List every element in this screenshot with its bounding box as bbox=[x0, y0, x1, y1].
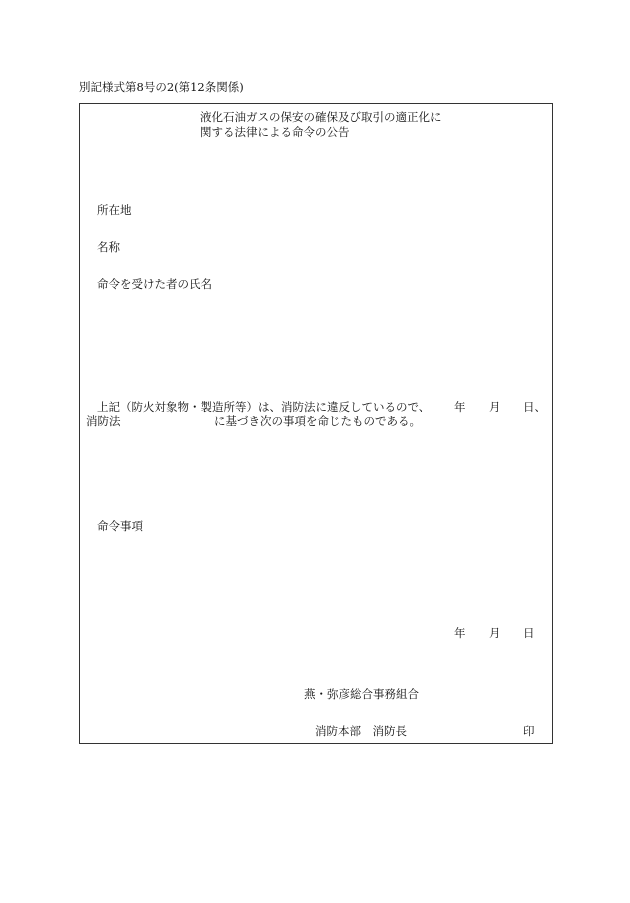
issuer-office: 消防本部 消防長 bbox=[315, 724, 407, 738]
seal-mark: 印 bbox=[523, 724, 535, 738]
location-label: 所在地 bbox=[97, 203, 132, 217]
date-day: 日 bbox=[523, 626, 535, 640]
title-line-1: 液化石油ガスの保安の確保及び取引の適正化に bbox=[200, 110, 442, 124]
name-label: 名称 bbox=[97, 240, 120, 254]
body-year: 年 bbox=[454, 400, 466, 414]
body-line-2-prefix: 消防法 bbox=[86, 414, 121, 428]
body-line-1: 上記（防火対象物・製造所等）は、消防法に違反しているので、 bbox=[97, 400, 431, 414]
recipient-label: 命令を受けた者の氏名 bbox=[97, 277, 212, 291]
date-month: 月 bbox=[489, 626, 501, 640]
body-day: 日、 bbox=[523, 400, 546, 414]
issuer-union: 燕・弥彦総合事務組合 bbox=[304, 687, 419, 701]
body-line-2-suffix: に基づき次の事項を命じたものである。 bbox=[214, 414, 421, 428]
date-year: 年 bbox=[454, 626, 466, 640]
body-month: 月 bbox=[489, 400, 501, 414]
form-id: 別記様式第8号の2(第12条関係) bbox=[79, 80, 244, 94]
order-items-label: 命令事項 bbox=[97, 519, 143, 533]
title-line-2: 関する法律による命令の公告 bbox=[200, 125, 350, 139]
